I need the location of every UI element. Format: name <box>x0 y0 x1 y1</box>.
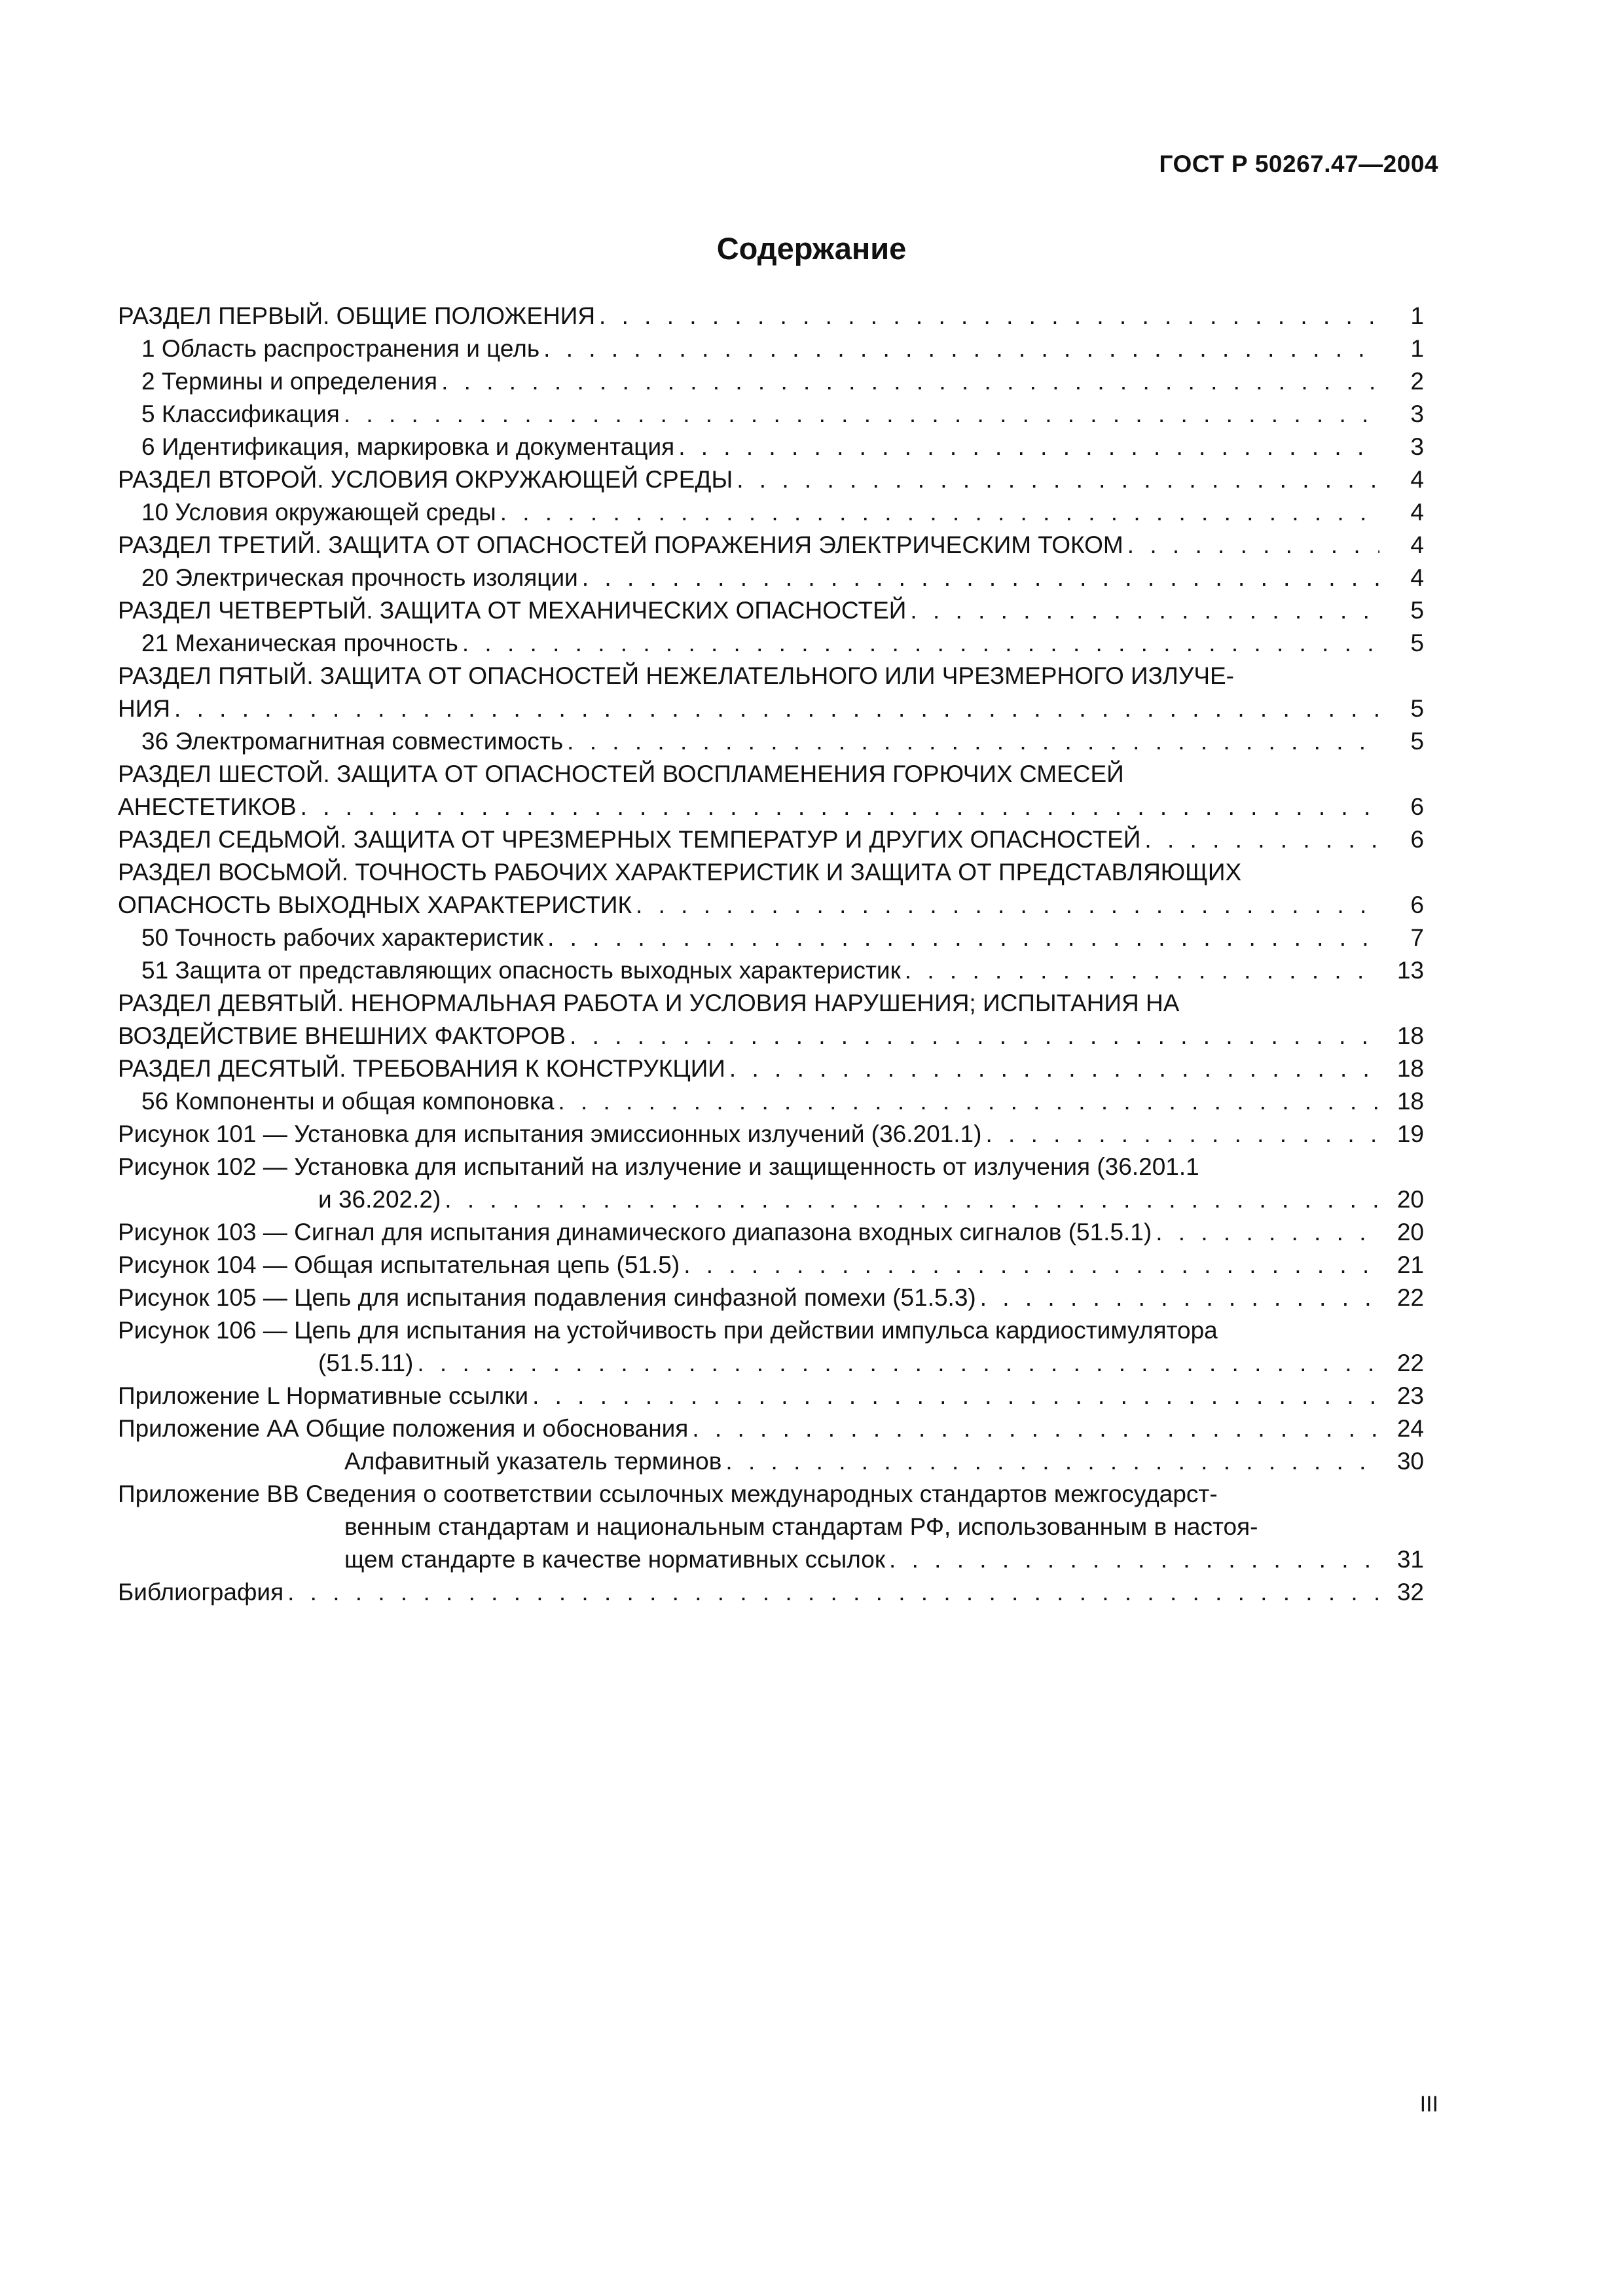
toc-entry-text: 56 Компоненты и общая компоновка <box>141 1088 555 1115</box>
toc-page-number: 3 <box>1410 401 1424 427</box>
toc-page-number: 6 <box>1410 891 1424 918</box>
dot-leader <box>567 725 1379 758</box>
dot-leader <box>301 791 1379 823</box>
toc-entry <box>118 1445 1383 1478</box>
toc-entry <box>118 300 1383 332</box>
toc-entry-text: ВОЗДЕЙСТВИЕ ВНЕШНИХ ФАКТОРОВ <box>118 1022 566 1049</box>
toc-entry-text: Рисунок 103 — Сигнал для испытания динамического диапазона входных сигналов (51.5.1) <box>118 1219 1152 1246</box>
toc-row[interactable] <box>118 856 1424 922</box>
toc-entry <box>118 1151 1383 1216</box>
dot-leader <box>441 365 1379 398</box>
toc-row[interactable] <box>118 332 1424 365</box>
toc-entry <box>118 496 1383 529</box>
toc-entry <box>118 1314 1383 1380</box>
toc-entry <box>118 1576 1383 1609</box>
toc-entry <box>118 562 1383 594</box>
toc-entry-text: ОПАСНОСТЬ ВЫХОДНЫХ ХАРАКТЕРИСТИК <box>118 891 632 918</box>
toc-entry <box>118 987 1383 1052</box>
toc-row[interactable] <box>118 300 1424 332</box>
toc-row[interactable] <box>118 1085 1424 1118</box>
toc-entry <box>118 856 1383 922</box>
toc-entry-text: РАЗДЕЛ ПЕРВЫЙ. ОБЩИЕ ПОЛОЖЕНИЯ <box>118 302 596 329</box>
toc-entry-text: РАЗДЕЛ ЧЕТВЕРТЫЙ. ЗАЩИТА ОТ МЕХАНИЧЕСКИХ ОПАСНОСТЕЙ <box>118 597 907 624</box>
toc-page-number: 20 <box>1396 1186 1424 1213</box>
toc-entry-text: РАЗДЕЛ ТРЕТИЙ. ЗАЩИТА ОТ ОПАСНОСТЕЙ ПОРАЖЕНИЯ ЭЛЕКТРИЧЕСКИМ ТОКОМ <box>118 531 1123 558</box>
dot-leader <box>684 1249 1379 1282</box>
toc-entry <box>118 1085 1383 1118</box>
toc-row[interactable] <box>118 1576 1424 1609</box>
toc-page-number: 23 <box>1396 1382 1424 1409</box>
toc-entry <box>118 1216 1383 1249</box>
toc-entry-text: НИЯ <box>118 695 171 722</box>
toc-entry <box>118 431 1383 463</box>
toc-entry <box>118 529 1383 562</box>
toc-row[interactable] <box>118 529 1424 562</box>
toc-entry-text: 6 Идентификация, маркировка и документация <box>141 433 675 460</box>
dot-leader <box>1127 529 1379 562</box>
page-number: III <box>1419 2092 1438 2117</box>
toc-row[interactable] <box>118 660 1424 725</box>
dot-leader <box>725 1445 1379 1478</box>
toc-row[interactable] <box>118 823 1424 856</box>
toc-page-number: 30 <box>1396 1448 1424 1475</box>
dot-leader <box>729 1052 1379 1085</box>
toc-row[interactable] <box>118 594 1424 627</box>
toc-page-number: 18 <box>1396 1055 1424 1082</box>
toc-entry <box>118 365 1383 398</box>
toc-page-number: 4 <box>1410 531 1424 558</box>
page-title: Содержание <box>716 231 907 266</box>
toc-entry-text: Библиография <box>118 1579 284 1605</box>
dot-leader <box>547 922 1379 954</box>
dot-leader <box>889 1543 1379 1576</box>
toc-page-number: 21 <box>1396 1251 1424 1278</box>
toc-entry-text: 20 Электрическая прочность изоляции <box>141 564 578 591</box>
toc-entry-text: 2 Термины и определения <box>141 368 438 395</box>
toc-entry-text: и 36.202.2) <box>318 1186 441 1213</box>
toc-page-number: 22 <box>1396 1350 1424 1376</box>
toc-row[interactable] <box>118 758 1424 823</box>
toc-row[interactable] <box>118 365 1424 398</box>
toc-row[interactable] <box>118 496 1424 529</box>
toc-page-number: 32 <box>1396 1579 1424 1605</box>
toc-entry-text: 36 Электромагнитная совместимость <box>141 728 564 755</box>
toc-entry <box>118 1478 1383 1576</box>
toc-entry <box>118 627 1383 660</box>
toc-page-number: 24 <box>1396 1415 1424 1442</box>
toc-entry <box>118 954 1383 987</box>
toc-page-number: 1 <box>1410 335 1424 362</box>
toc-entry-text: РАЗДЕЛ СЕДЬМОЙ. ЗАЩИТА ОТ ЧРЕЗМЕРНЫХ ТЕМПЕРАТУР И ДРУГИХ ОПАСНОСТЕЙ <box>118 826 1141 853</box>
toc-row[interactable] <box>118 1314 1424 1380</box>
dot-leader <box>287 1576 1379 1609</box>
toc-page-number: 18 <box>1396 1022 1424 1049</box>
toc-entry-text: 21 Механическая прочность <box>141 630 458 656</box>
toc-entry-text: Рисунок 105 — Цепь для испытания подавления синфазной помехи (51.5.3) <box>118 1284 976 1311</box>
toc-page-number: 2 <box>1410 368 1424 395</box>
dot-leader <box>543 332 1379 365</box>
toc-entry-text: 51 Защита от представляющих опасность выходных характеристик <box>141 957 901 984</box>
toc-row[interactable] <box>118 1216 1424 1249</box>
toc-entry-text: Приложение АА Общие положения и обоснования <box>118 1415 689 1442</box>
toc-entry <box>118 1118 1383 1151</box>
toc-page-number: 4 <box>1410 564 1424 591</box>
toc-entry <box>118 463 1383 496</box>
toc-page-number: 31 <box>1396 1546 1424 1573</box>
toc-entry <box>118 725 1383 758</box>
toc-row[interactable] <box>118 1478 1424 1576</box>
dot-leader <box>636 889 1379 922</box>
dot-leader <box>905 954 1379 987</box>
toc-entry-text: (51.5.11) <box>318 1350 414 1376</box>
toc-row[interactable] <box>118 1151 1424 1216</box>
toc-entry-text: щем стандарте в качестве нормативных ссылок <box>344 1546 886 1573</box>
dot-leader <box>532 1380 1379 1412</box>
dot-leader <box>445 1183 1379 1216</box>
toc-entry <box>118 332 1383 365</box>
dot-leader <box>692 1412 1379 1445</box>
toc-page-number: 6 <box>1410 826 1424 853</box>
toc-entry-text: РАЗДЕЛ ШЕСТОЙ. ЗАЩИТА ОТ ОПАСНОСТЕЙ ВОСПЛАМЕНЕНИЯ ГОРЮЧИХ СМЕСЕЙ <box>118 761 1124 787</box>
toc-page-number: 3 <box>1410 433 1424 460</box>
toc-entry <box>118 594 1383 627</box>
dot-leader <box>599 300 1379 332</box>
toc-entry-text: Рисунок 106 — Цепь для испытания на устойчивость при действии импульса кардиостимулятора <box>118 1317 1218 1344</box>
toc-entry-text: РАЗДЕЛ ДЕВЯТЫЙ. НЕНОРМАЛЬНАЯ РАБОТА И УСЛОВИЯ НАРУШЕНИЯ; ИСПЫТАНИЯ НА <box>118 990 1180 1016</box>
toc-entry <box>118 1052 1383 1085</box>
dot-leader <box>582 562 1379 594</box>
toc-row[interactable] <box>118 627 1424 660</box>
toc-entry-text: РАЗДЕЛ ДЕСЯТЫЙ. ТРЕБОВАНИЯ К КОНСТРУКЦИИ <box>118 1055 725 1082</box>
toc-page-number: 22 <box>1396 1284 1424 1311</box>
toc-row[interactable] <box>118 398 1424 431</box>
toc-entry-text: 5 Классификация <box>141 401 340 427</box>
toc-entry-text: РАЗДЕЛ ВТОРОЙ. УСЛОВИЯ ОКРУЖАЮЩЕЙ СРЕДЫ <box>118 466 733 493</box>
toc-entry <box>118 823 1383 856</box>
toc-page-number: 5 <box>1410 695 1424 722</box>
toc-entry <box>118 1380 1383 1412</box>
toc-row[interactable] <box>118 922 1424 954</box>
dot-leader <box>344 398 1379 431</box>
dot-leader <box>985 1118 1379 1151</box>
toc-entry <box>118 660 1383 725</box>
toc-row[interactable] <box>118 725 1424 758</box>
toc-page-number: 4 <box>1410 466 1424 493</box>
toc-entry-text: венным стандартам и национальным стандартам РФ, использованным в настоя- <box>344 1513 1258 1540</box>
toc-page-number: 1 <box>1410 302 1424 329</box>
toc-entry-text: Рисунок 102 — Установка для испытаний на излучение и защищенность от излучения (36.201.1 <box>118 1153 1199 1180</box>
toc-row[interactable] <box>118 1118 1424 1151</box>
dot-leader <box>980 1282 1379 1314</box>
toc-page-number: 5 <box>1410 728 1424 755</box>
toc-entry <box>118 398 1383 431</box>
toc-row[interactable] <box>118 431 1424 463</box>
toc-entry-text: АНЕСТЕТИКОВ <box>118 793 297 820</box>
dot-leader <box>174 692 1379 725</box>
toc-row[interactable] <box>118 1249 1424 1282</box>
toc-page-number: 20 <box>1396 1219 1424 1246</box>
toc-entry-text: РАЗДЕЛ ВОСЬМОЙ. ТОЧНОСТЬ РАБОЧИХ ХАРАКТЕРИСТИК И ЗАЩИТА ОТ ПРЕДСТАВЛЯЮЩИХ <box>118 859 1242 886</box>
toc-page-number: 18 <box>1396 1088 1424 1115</box>
toc-entry-text: 50 Точность рабочих характеристик <box>141 924 544 951</box>
toc-entry <box>118 922 1383 954</box>
document-code: ГОСТ Р 50267.47—2004 <box>1159 151 1438 177</box>
toc-row[interactable] <box>118 987 1424 1052</box>
toc-row[interactable] <box>118 1282 1424 1314</box>
toc-page-number: 7 <box>1410 924 1424 951</box>
dot-leader <box>910 594 1379 627</box>
toc-entry <box>118 1282 1383 1314</box>
toc-row[interactable] <box>118 1445 1424 1478</box>
toc-entry <box>118 1412 1383 1445</box>
toc-entry <box>118 758 1383 823</box>
dot-leader <box>1144 823 1379 856</box>
dot-leader <box>462 627 1379 660</box>
toc-page-number: 5 <box>1410 597 1424 624</box>
dot-leader <box>417 1347 1379 1380</box>
dot-leader <box>1156 1216 1379 1249</box>
toc-page-number: 5 <box>1410 630 1424 656</box>
toc-row[interactable] <box>118 1412 1424 1445</box>
table-of-contents <box>118 300 1424 1609</box>
toc-entry-text: Приложение L Нормативные ссылки <box>118 1382 529 1409</box>
toc-entry-text: Рисунок 104 — Общая испытательная цепь (51.5) <box>118 1251 680 1278</box>
toc-page-number: 19 <box>1396 1121 1424 1147</box>
toc-entry-text: Приложение ВВ Сведения о соответствии ссылочных международных стандартов межгосударст- <box>118 1480 1218 1507</box>
toc-page-number: 13 <box>1396 957 1424 984</box>
dot-leader <box>678 431 1379 463</box>
dot-leader <box>558 1085 1379 1118</box>
toc-row[interactable] <box>118 1380 1424 1412</box>
toc-entry <box>118 1249 1383 1282</box>
dot-leader <box>737 463 1379 496</box>
dot-leader <box>570 1020 1379 1052</box>
toc-entry-text: Рисунок 101 — Установка для испытания эмиссионных излучений (36.201.1) <box>118 1121 982 1147</box>
toc-row[interactable] <box>118 954 1424 987</box>
toc-row[interactable] <box>118 562 1424 594</box>
toc-entry-text: РАЗДЕЛ ПЯТЫЙ. ЗАЩИТА ОТ ОПАСНОСТЕЙ НЕЖЕЛАТЕЛЬНОГО ИЛИ ЧРЕЗМЕРНОГО ИЗЛУЧЕ- <box>118 662 1234 689</box>
toc-page-number: 6 <box>1410 793 1424 820</box>
toc-row[interactable] <box>118 463 1424 496</box>
toc-entry-text: 10 Условия окружающей среды <box>141 499 496 526</box>
dot-leader <box>500 496 1379 529</box>
toc-entry-text: Алфавитный указатель терминов <box>344 1448 722 1475</box>
toc-page-number: 4 <box>1410 499 1424 526</box>
toc-entry-text: 1 Область распространения и цель <box>141 335 540 362</box>
toc-row[interactable] <box>118 1052 1424 1085</box>
